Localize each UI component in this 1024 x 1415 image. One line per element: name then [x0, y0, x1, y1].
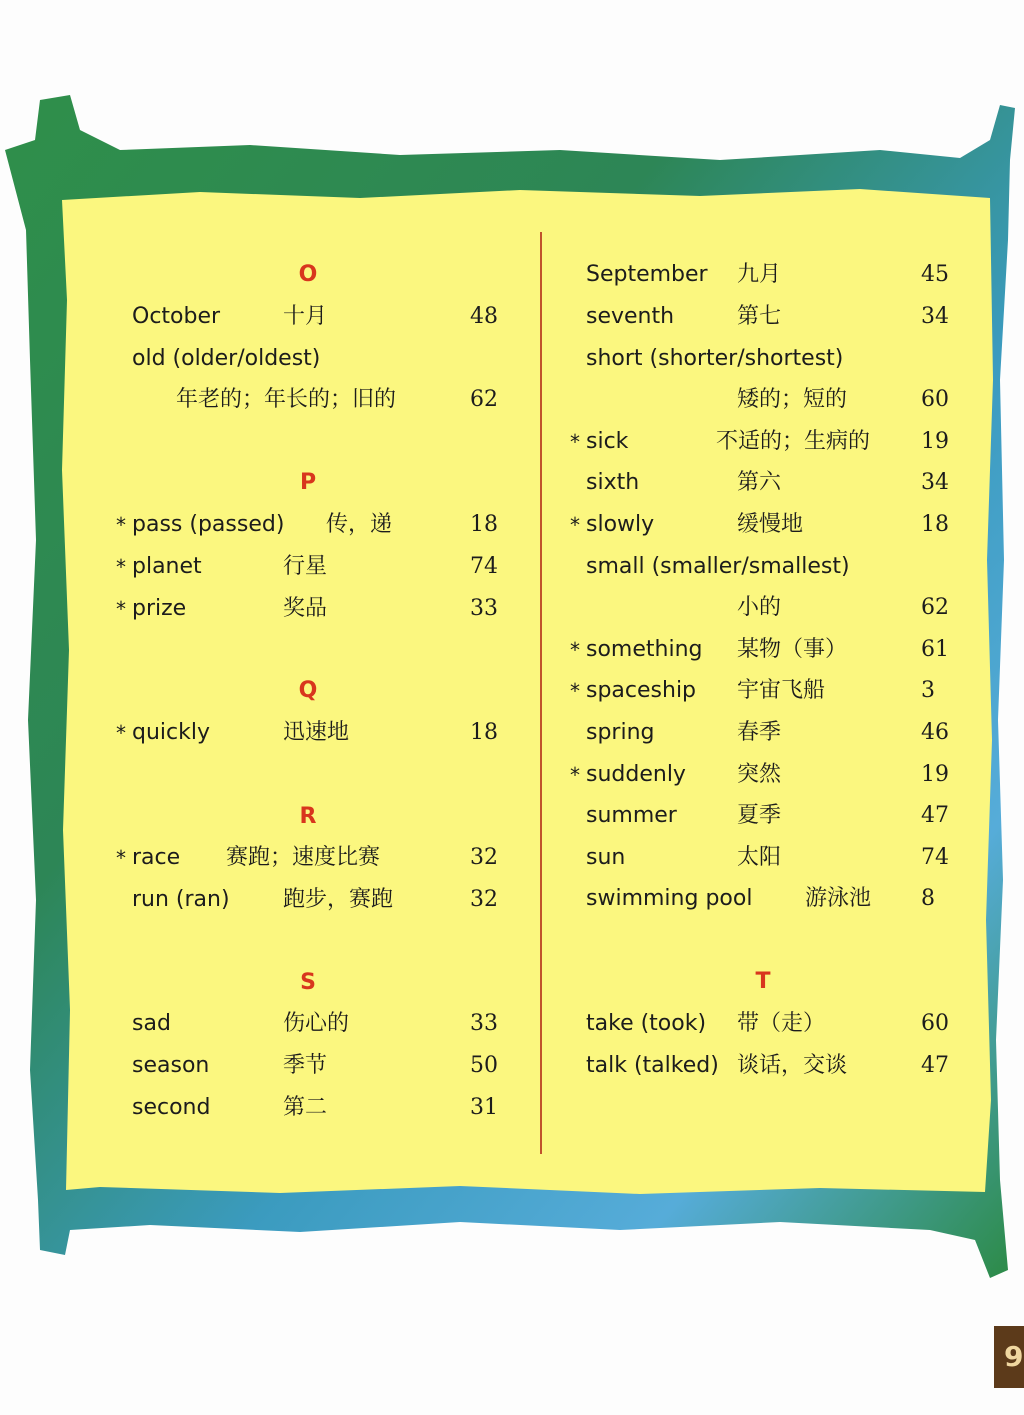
- entry-word: old (older/oldest): [132, 346, 321, 371]
- entry-meaning: 奖品: [283, 596, 328, 621]
- entry-meaning: 第二: [283, 1095, 328, 1120]
- entry-spring: [0, 716, 1000, 750]
- entry-meaning: 年老的；年长的；旧的: [176, 387, 397, 412]
- section-letter-s: S: [300, 970, 316, 995]
- entry-something: [0, 633, 1000, 667]
- entry-meaning: 春季: [737, 720, 782, 745]
- entry-word: pass (passed): [132, 512, 285, 537]
- entry-meaning: 缓慢地: [737, 512, 804, 537]
- entry-sixth: [0, 466, 1000, 500]
- entry-meaning: 十月: [283, 304, 328, 329]
- entry-meaning: 第六: [737, 470, 782, 495]
- entry-page: 46: [921, 720, 949, 745]
- optional-word-star: *: [570, 513, 580, 537]
- section-letter-q: Q: [298, 678, 318, 703]
- entry-small: [0, 550, 1000, 584]
- page-number-tab: 9: [994, 1326, 1024, 1388]
- entry-seventh: [0, 300, 1000, 334]
- entry-page: 34: [921, 304, 949, 329]
- entry-page: 47: [921, 1053, 949, 1078]
- entry-page: 32: [470, 845, 498, 870]
- entry-page: 62: [921, 595, 949, 620]
- entry-meaning: 矮的；短的: [737, 387, 848, 412]
- optional-word-star: *: [570, 638, 580, 662]
- entry-word: planet: [132, 554, 202, 579]
- entry-meaning: 宇宙飞船: [737, 678, 826, 703]
- entry-page: 48: [470, 304, 498, 329]
- entry-second: [0, 1091, 540, 1125]
- entry-page: 74: [921, 845, 949, 870]
- entry-word: September: [586, 262, 708, 287]
- entry-short: [0, 342, 1000, 376]
- entry-talk: [0, 1049, 1000, 1083]
- entry-word: take (took): [586, 1011, 707, 1036]
- entry-page: 8: [921, 886, 935, 911]
- entry-word: second: [132, 1095, 211, 1120]
- entry-page: 19: [921, 429, 949, 454]
- entry-page: 31: [470, 1095, 498, 1120]
- entry-word: sun: [586, 845, 626, 870]
- entry-summer: [0, 799, 1000, 833]
- entry-word: summer: [586, 803, 677, 828]
- entry-page: 18: [470, 512, 498, 537]
- entry-page: 60: [921, 1011, 949, 1036]
- section-letter-t: T: [755, 969, 771, 994]
- entry-take: [0, 1007, 1000, 1041]
- optional-word-star: *: [116, 597, 126, 621]
- entry-meaning: 突然: [737, 762, 782, 787]
- entry-word: spaceship: [586, 678, 697, 703]
- entry-page: 47: [921, 803, 949, 828]
- entry-september: [0, 258, 1000, 292]
- optional-word-star: *: [116, 721, 126, 745]
- entry-page: 45: [921, 262, 949, 287]
- entry-meaning: 伤心的: [283, 1011, 350, 1036]
- entry-meaning: 跑步，赛跑: [283, 887, 394, 912]
- optional-word-star: *: [116, 513, 126, 537]
- entry-meaning: 不适的；生病的: [716, 429, 871, 454]
- section-letter-r: R: [299, 804, 317, 829]
- entry-page: 19: [921, 762, 949, 787]
- entry-word: seventh: [586, 304, 675, 329]
- entry-spaceship: [0, 674, 1000, 708]
- entry-page: 60: [921, 387, 949, 412]
- entry-meaning: 夏季: [737, 803, 782, 828]
- entry-word: slowly: [586, 512, 655, 537]
- entry-small-meaning: [0, 591, 1000, 625]
- entry-word: sad: [132, 1011, 171, 1036]
- entry-word: swimming pool: [586, 886, 753, 911]
- entry-page: 32: [470, 887, 498, 912]
- entry-page: 74: [470, 554, 498, 579]
- entry-word: short (shorter/shortest): [586, 346, 844, 371]
- entry-page: 61: [921, 637, 949, 662]
- optional-word-star: *: [570, 679, 580, 703]
- entry-word: run (ran): [132, 887, 230, 912]
- entry-word: prize: [132, 596, 187, 621]
- entry-word: spring: [586, 720, 655, 745]
- optional-word-star: *: [116, 555, 126, 579]
- entry-meaning: 赛跑；速度比赛: [226, 845, 381, 870]
- entry-page: 3: [921, 678, 935, 703]
- entry-meaning: 传，递: [326, 512, 393, 537]
- entry-meaning: 小的: [737, 595, 782, 620]
- entry-suddenly: [0, 758, 1000, 792]
- entry-meaning: 行星: [283, 554, 328, 579]
- optional-word-star: *: [116, 846, 126, 870]
- entry-word: season: [132, 1053, 210, 1078]
- entry-word: suddenly: [586, 762, 686, 787]
- entry-word: sick: [586, 429, 629, 454]
- entry-meaning: 九月: [737, 262, 782, 287]
- entry-word: something: [586, 637, 703, 662]
- entry-meaning: 游泳池: [805, 886, 872, 911]
- entry-page: 33: [470, 596, 498, 621]
- entry-word: October: [132, 304, 221, 329]
- entry-word: quickly: [132, 720, 210, 745]
- entry-sun: [0, 841, 1000, 875]
- optional-word-star: *: [570, 763, 580, 787]
- section-letter-p: P: [299, 470, 317, 495]
- entry-sick: [0, 425, 1000, 459]
- entry-word: small (smaller/smallest): [586, 554, 850, 579]
- entry-meaning: 迅速地: [283, 720, 350, 745]
- section-letter-o: O: [298, 262, 318, 287]
- entry-meaning: 第七: [737, 304, 782, 329]
- entry-page: 33: [470, 1011, 498, 1036]
- entry-meaning: 太阳: [737, 845, 782, 870]
- entry-page: 62: [470, 387, 498, 412]
- entry-meaning: 带（走）: [737, 1011, 826, 1036]
- entry-meaning: 谈话，交谈: [737, 1053, 848, 1078]
- entry-word: talk (talked): [586, 1053, 719, 1078]
- entry-page: 18: [470, 720, 498, 745]
- entry-meaning: 季节: [283, 1053, 328, 1078]
- optional-word-star: *: [570, 430, 580, 454]
- entry-short-meaning: [0, 383, 1000, 417]
- entry-page: 34: [921, 470, 949, 495]
- entry-swimming-pool: [0, 882, 1000, 916]
- entry-meaning: 某物（事）: [737, 637, 848, 662]
- entry-slowly: [0, 508, 1000, 542]
- entry-page: 50: [470, 1053, 498, 1078]
- entry-page: 18: [921, 512, 949, 537]
- entry-word: sixth: [586, 470, 640, 495]
- entry-word: race: [132, 845, 181, 870]
